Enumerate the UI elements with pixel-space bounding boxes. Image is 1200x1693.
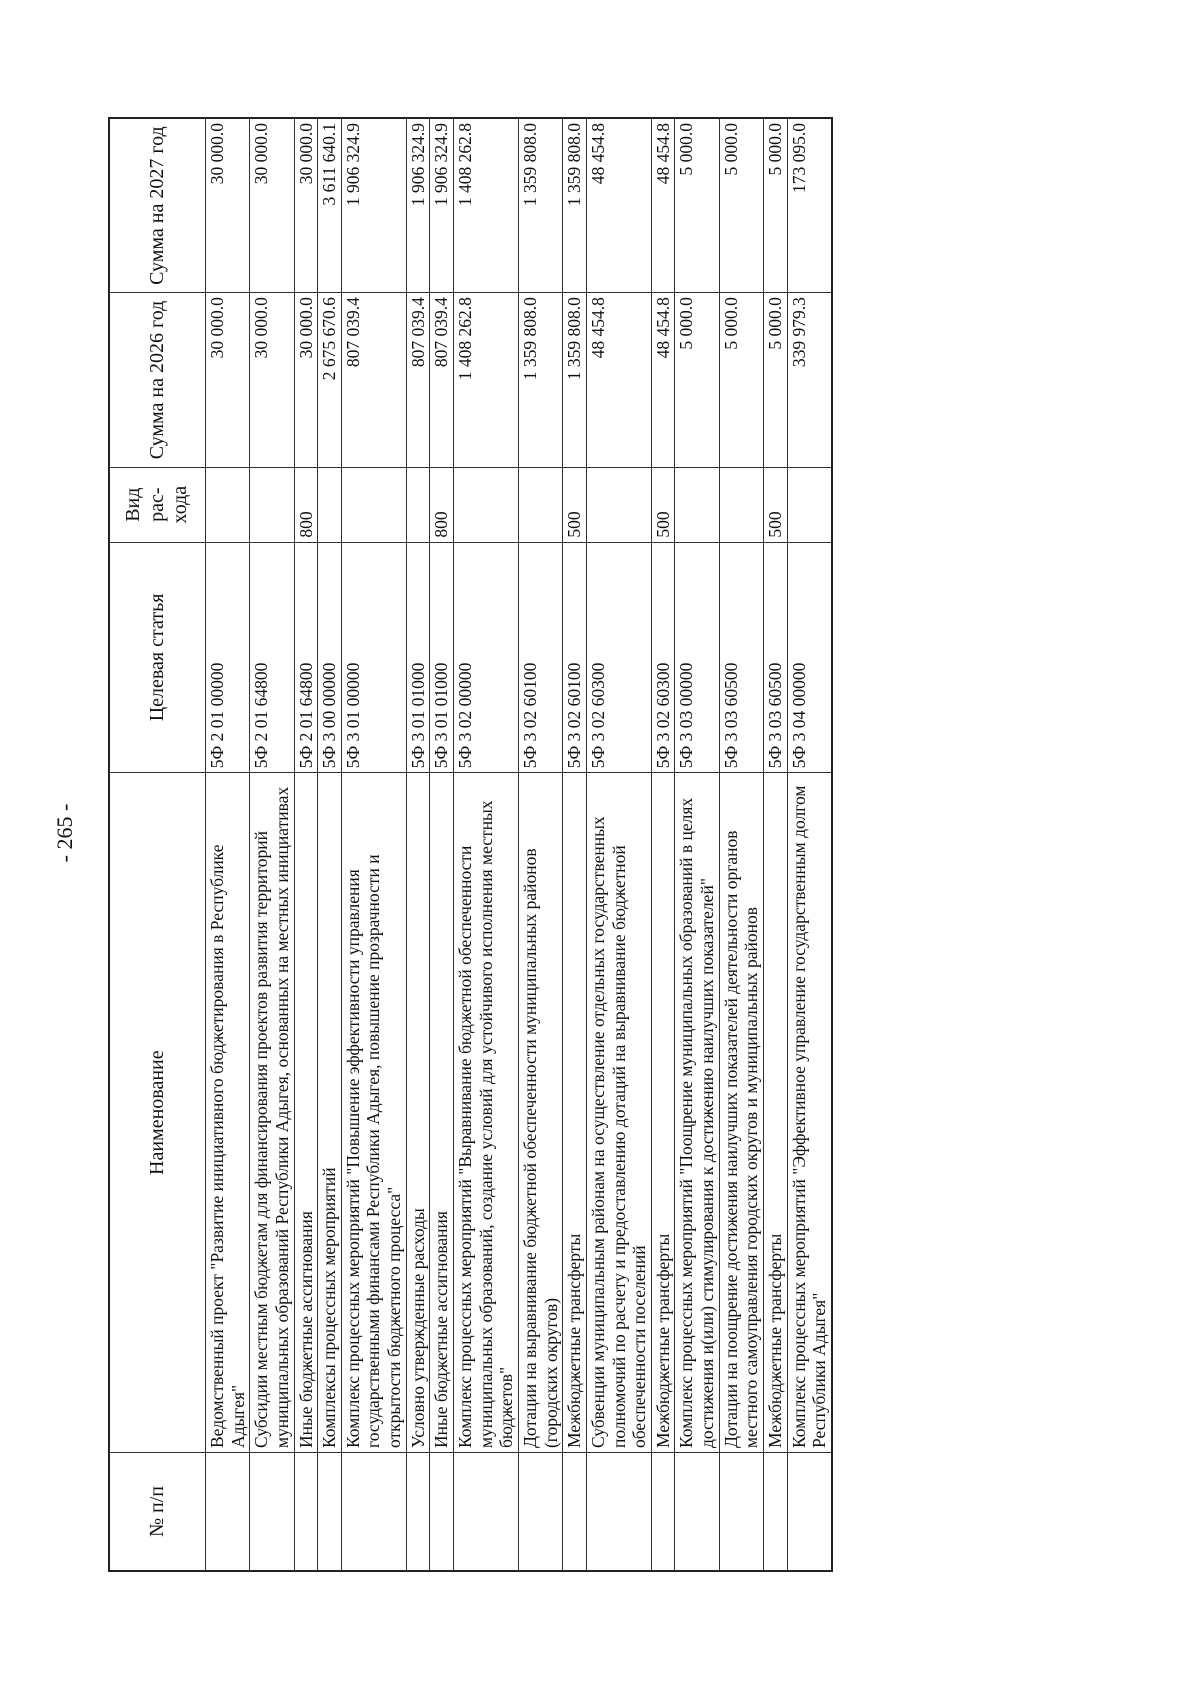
cell-sum-2026: 48 454.8 (586, 293, 651, 468)
cell-name: Комплекс процессных мероприятий "Повышение эффективности управления государственными финансами Республики Адыгея, повышение прозрачности и открытости бюджетного процесса" (341, 773, 406, 1453)
cell-sum-2026: 5 000.0 (719, 293, 763, 468)
cell-num (294, 1453, 318, 1571)
table-row (563, 118, 587, 1571)
cell-name: Субсидии местным бюджетам для финансирования проектов развития территорий муниципальных образований Республики Адыгея, основанных на местных инициативах (250, 773, 294, 1453)
cell-sum-2026: 807 039.4 (406, 293, 430, 468)
cell-sum-2026: 48 454.8 (651, 293, 675, 468)
cell-name: Межбюджетные трансферты (764, 773, 788, 1453)
cell-num (250, 1453, 294, 1571)
cell-kind: 800 (294, 467, 318, 542)
cell-name: Субвенции муниципальным районам на осуществление отдельных государственных полномочий по расчету и предоставлению дотаций на выравнивание бюджетной обеспеченности поселений (586, 773, 651, 1453)
cell-target: 5Ф 3 02 60300 (651, 542, 675, 773)
cell-name: Иные бюджетные ассигнования (294, 773, 318, 1453)
cell-sum-2027: 1 906 324.9 (406, 118, 430, 293)
table-row (787, 118, 832, 1571)
cell-name: Условно утвержденные расходы (406, 773, 430, 1453)
cell-sum-2026: 807 039.4 (341, 293, 406, 468)
cell-kind: 800 (430, 467, 454, 542)
table-row (206, 118, 250, 1571)
cell-sum-2027: 1 359 808.0 (518, 118, 562, 293)
cell-sum-2027: 173 095.0 (787, 118, 832, 293)
cell-sum-2027: 1 906 324.9 (341, 118, 406, 293)
cell-sum-2027: 5 000.0 (764, 118, 788, 293)
cell-name: Дотации на выравнивание бюджетной обеспеченности муниципальных районов (городских округов) (518, 773, 562, 1453)
cell-sum-2027: 5 000.0 (719, 118, 763, 293)
cell-name: Комплексы процессных мероприятий (318, 773, 342, 1453)
cell-target: 5Ф 3 01 00000 (341, 542, 406, 773)
cell-kind: 500 (651, 467, 675, 542)
page-number: - 265 - (52, 803, 77, 863)
cell-name: Межбюджетные трансферты (651, 773, 675, 1453)
header-sum-2027: Сумма на 2027 год (109, 118, 206, 293)
cell-kind (206, 467, 250, 542)
cell-sum-2026: 30 000.0 (294, 293, 318, 468)
cell-sum-2027: 1 408 262.8 (454, 118, 519, 293)
cell-sum-2026: 1 408 262.8 (454, 293, 519, 468)
table-row (651, 118, 675, 1571)
cell-sum-2026: 1 359 808.0 (518, 293, 562, 468)
cell-kind (787, 467, 832, 542)
table-row (318, 118, 342, 1571)
cell-kind (406, 467, 430, 542)
cell-kind (518, 467, 562, 542)
cell-kind (586, 467, 651, 542)
table-row (430, 118, 454, 1571)
cell-kind (318, 467, 342, 542)
budget-table (108, 117, 833, 1572)
table-row (294, 118, 318, 1571)
header-kind: Вид рас-хода (109, 467, 206, 542)
cell-target: 5Ф 3 03 60500 (719, 542, 763, 773)
cell-name: Иные бюджетные ассигнования (430, 773, 454, 1453)
cell-target: 5Ф 3 00 00000 (318, 542, 342, 773)
cell-sum-2027: 30 000.0 (294, 118, 318, 293)
cell-num (206, 1453, 250, 1571)
cell-target: 5Ф 3 02 60100 (563, 542, 587, 773)
cell-name: Комплекс процессных мероприятий "Эффективное управление государственным долгом Республики Адыгея" (787, 773, 832, 1453)
cell-sum-2026: 30 000.0 (250, 293, 294, 468)
cell-num (563, 1453, 587, 1571)
table-row (764, 118, 788, 1571)
table-row (518, 118, 562, 1571)
cell-target: 5Ф 3 03 00000 (675, 542, 719, 773)
header-name: Наименование (109, 773, 206, 1453)
cell-kind (341, 467, 406, 542)
cell-name: Ведомственный проект "Развитие инициативного бюджетирования в Республике Адыгея" (206, 773, 250, 1453)
cell-num (518, 1453, 562, 1571)
cell-num (406, 1453, 430, 1571)
cell-kind: 500 (563, 467, 587, 542)
cell-sum-2027: 1 906 324.9 (430, 118, 454, 293)
table-row (341, 118, 406, 1571)
cell-target: 5Ф 3 01 01000 (430, 542, 454, 773)
cell-num (586, 1453, 651, 1571)
cell-sum-2026: 339 979.3 (787, 293, 832, 468)
cell-sum-2026: 5 000.0 (675, 293, 719, 468)
cell-kind (719, 467, 763, 542)
cell-sum-2027: 30 000.0 (250, 118, 294, 293)
rotated-table-container (108, 117, 1064, 1572)
cell-target: 5Ф 3 02 60300 (586, 542, 651, 773)
cell-sum-2026: 1 359 808.0 (563, 293, 587, 468)
cell-target: 5Ф 3 02 60100 (518, 542, 562, 773)
cell-sum-2026: 2 675 670.6 (318, 293, 342, 468)
header-target: Целевая статья (109, 542, 206, 773)
cell-num (651, 1453, 675, 1571)
cell-target: 5Ф 2 01 64800 (294, 542, 318, 773)
cell-sum-2026: 30 000.0 (206, 293, 250, 468)
cell-sum-2027: 3 611 640.1 (318, 118, 342, 293)
cell-kind (675, 467, 719, 542)
cell-kind: 500 (764, 467, 788, 542)
cell-target: 5Ф 3 04 00000 (787, 542, 832, 773)
cell-target: 5Ф 2 01 64800 (250, 542, 294, 773)
cell-sum-2027: 5 000.0 (675, 118, 719, 293)
header-num: № п/п (109, 1453, 206, 1571)
cell-sum-2027: 30 000.0 (206, 118, 250, 293)
cell-target: 5Ф 2 01 00000 (206, 542, 250, 773)
cell-num (764, 1453, 788, 1571)
table-row (250, 118, 294, 1571)
cell-name: Комплекс процессных мероприятий "Поощрение муниципальных образований в целях достижения и(или) стимулирования к достижению наилучших показателей" (675, 773, 719, 1453)
cell-num (318, 1453, 342, 1571)
cell-num (675, 1453, 719, 1571)
cell-kind (250, 467, 294, 542)
cell-num (719, 1453, 763, 1571)
cell-sum-2027: 1 359 808.0 (563, 118, 587, 293)
cell-num (454, 1453, 519, 1571)
cell-sum-2026: 807 039.4 (430, 293, 454, 468)
cell-num (430, 1453, 454, 1571)
cell-sum-2026: 5 000.0 (764, 293, 788, 468)
table-row (586, 118, 651, 1571)
table-body (206, 118, 832, 1571)
cell-sum-2027: 48 454.8 (651, 118, 675, 293)
table-row (675, 118, 719, 1571)
header-sum-2026: Сумма на 2026 год (109, 293, 206, 468)
table-row (406, 118, 430, 1571)
cell-sum-2027: 48 454.8 (586, 118, 651, 293)
cell-target: 5Ф 3 03 60500 (764, 542, 788, 773)
cell-kind (454, 467, 519, 542)
cell-name: Комплекс процессных мероприятий "Выравнивание бюджетной обеспеченности муниципальных образований, создание условий для устойчивого исполнения местных бюджетов" (454, 773, 519, 1453)
table-header-row (109, 118, 206, 1571)
cell-target: 5Ф 3 01 01000 (406, 542, 430, 773)
cell-num (787, 1453, 832, 1571)
cell-num (341, 1453, 406, 1571)
cell-name: Дотации на поощрение достижения наилучших показателей деятельности органов местного самоуправления городских округов и муниципальных районов (719, 773, 763, 1453)
table-row (719, 118, 763, 1571)
cell-name: Межбюджетные трансферты (563, 773, 587, 1453)
table-row (454, 118, 519, 1571)
cell-target: 5Ф 3 02 00000 (454, 542, 519, 773)
